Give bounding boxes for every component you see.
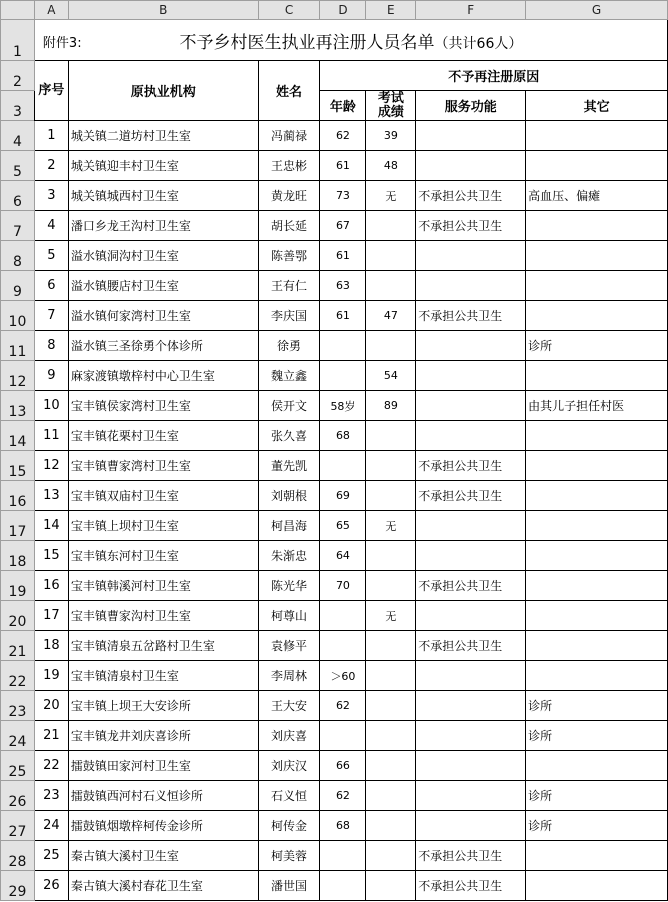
institution-cell[interactable]: 宝丰镇上坝村卫生室 [68,511,258,541]
seq-cell[interactable]: 2 [34,151,68,181]
seq-cell[interactable]: 26 [34,871,68,901]
column-header-g[interactable]: G [526,1,668,20]
other-cell[interactable]: 诊所 [526,691,668,721]
row-header[interactable]: 21 [1,631,35,661]
row-header[interactable]: 9 [1,271,35,301]
service-cell[interactable] [416,421,526,451]
seq-cell[interactable]: 5 [34,241,68,271]
service-cell[interactable] [416,751,526,781]
exam-cell[interactable] [366,811,416,841]
other-cell[interactable] [526,571,668,601]
exam-cell[interactable] [366,631,416,661]
row-header[interactable]: 17 [1,511,35,541]
other-cell[interactable] [526,151,668,181]
row-header[interactable]: 3 [1,91,35,121]
institution-cell[interactable]: 潘口乡龙王沟村卫生室 [68,211,258,241]
institution-cell[interactable]: 溢水镇洞沟村卫生室 [68,241,258,271]
seq-cell[interactable]: 19 [34,661,68,691]
row-header[interactable]: 26 [1,781,35,811]
service-cell[interactable] [416,691,526,721]
institution-cell[interactable]: 宝丰镇曹家湾村卫生室 [68,451,258,481]
institution-cell[interactable]: 秦古镇大溪村卫生室 [68,841,258,871]
row-header[interactable]: 13 [1,391,35,421]
institution-cell[interactable]: 宝丰镇曹家沟村卫生室 [68,601,258,631]
seq-cell[interactable]: 20 [34,691,68,721]
institution-cell[interactable]: 宝丰镇花栗村卫生室 [68,421,258,451]
table-row [1,661,668,691]
age-cell[interactable] [320,871,366,901]
service-cell[interactable] [416,721,526,751]
table-row [1,211,668,241]
age-cell[interactable]: 69 [320,481,366,511]
age-cell[interactable]: 63 [320,271,366,301]
institution-cell[interactable]: 城关镇城西村卫生室 [68,181,258,211]
seq-cell[interactable]: 9 [34,361,68,391]
service-cell[interactable]: 不承担公共卫生 [416,631,526,661]
seq-cell[interactable]: 15 [34,541,68,571]
other-cell[interactable] [526,481,668,511]
institution-cell[interactable]: 宝丰镇侯家湾村卫生室 [68,391,258,421]
exam-cell[interactable]: 54 [366,361,416,391]
row-header[interactable]: 18 [1,541,35,571]
table-row [1,841,668,871]
other-cell[interactable] [526,661,668,691]
seq-cell[interactable]: 24 [34,811,68,841]
row-header[interactable]: 1 [1,20,35,61]
other-cell[interactable] [526,511,668,541]
table-row [1,631,668,661]
name-cell[interactable]: 王忠彬 [258,151,320,181]
age-cell[interactable]: 70 [320,571,366,601]
select-all-corner[interactable] [1,1,35,20]
table-row [1,811,668,841]
service-cell[interactable] [416,781,526,811]
other-cell[interactable] [526,601,668,631]
row-header[interactable]: 28 [1,841,35,871]
table-row [1,871,668,901]
age-cell[interactable]: ＞60 [320,661,366,691]
institution-cell[interactable]: 溢水镇三圣徐勇个体诊所 [68,331,258,361]
seq-cell[interactable]: 8 [34,331,68,361]
service-cell[interactable]: 不承担公共卫生 [416,481,526,511]
age-cell[interactable] [320,451,366,481]
exam-cell[interactable] [366,271,416,301]
name-cell[interactable]: 胡长延 [258,211,320,241]
title-cell[interactable] [34,20,667,61]
service-cell[interactable] [416,391,526,421]
name-cell[interactable]: 徐勇 [258,331,320,361]
institution-cell[interactable]: 擂鼓镇田家河村卫生室 [68,751,258,781]
institution-cell[interactable]: 溢水镇腰店村卫生室 [68,271,258,301]
header-seq[interactable]: 序号 [34,61,68,121]
seq-cell[interactable]: 7 [34,301,68,331]
age-cell[interactable]: 61 [320,241,366,271]
other-cell[interactable] [526,871,668,901]
exam-cell[interactable] [366,841,416,871]
other-cell[interactable] [526,451,668,481]
age-cell[interactable]: 62 [320,781,366,811]
exam-cell[interactable] [366,871,416,901]
institution-cell[interactable]: 擂鼓镇烟墩梓柯传金诊所 [68,811,258,841]
exam-cell[interactable] [366,541,416,571]
header-other[interactable]: 其它 [526,91,668,121]
institution-cell[interactable]: 宝丰镇双庙村卫生室 [68,481,258,511]
seq-cell[interactable]: 23 [34,781,68,811]
table-row [1,331,668,361]
seq-cell[interactable]: 18 [34,631,68,661]
name-cell[interactable]: 王有仁 [258,271,320,301]
age-cell[interactable] [320,331,366,361]
column-header-row [1,1,668,20]
age-cell[interactable]: 66 [320,751,366,781]
table-row [1,691,668,721]
other-cell[interactable]: 诊所 [526,781,668,811]
name-cell[interactable]: 张久喜 [258,421,320,451]
table-row [1,511,668,541]
row-header[interactable]: 12 [1,361,35,391]
row-header[interactable]: 11 [1,331,35,361]
service-cell[interactable]: 不承担公共卫生 [416,841,526,871]
name-cell[interactable]: 袁修平 [258,631,320,661]
header-service[interactable]: 服务功能 [416,91,526,121]
institution-cell[interactable]: 城关镇二道坊村卫生室 [68,121,258,151]
age-cell[interactable]: 68 [320,811,366,841]
name-cell[interactable]: 潘世国 [258,871,320,901]
service-cell[interactable]: 不承担公共卫生 [416,211,526,241]
other-cell[interactable]: 高血压、偏瘫 [526,181,668,211]
exam-cell[interactable] [366,781,416,811]
row-header[interactable]: 2 [1,61,35,91]
service-cell[interactable] [416,121,526,151]
institution-cell[interactable]: 麻家渡镇墩梓村中心卫生室 [68,361,258,391]
exam-cell[interactable] [366,211,416,241]
seq-cell[interactable]: 6 [34,271,68,301]
institution-cell[interactable]: 城关镇迎丰村卫生室 [68,151,258,181]
exam-cell[interactable] [366,481,416,511]
table-row [1,391,668,421]
exam-cell[interactable]: 无 [366,181,416,211]
column-header-d[interactable]: D [320,1,366,20]
age-cell[interactable] [320,631,366,661]
exam-cell[interactable]: 39 [366,121,416,151]
row-header[interactable]: 27 [1,811,35,841]
row-header[interactable]: 19 [1,571,35,601]
other-cell[interactable] [526,421,668,451]
other-cell[interactable] [526,541,668,571]
table-row [1,271,668,301]
service-cell[interactable] [416,601,526,631]
service-cell[interactable] [416,661,526,691]
name-cell[interactable]: 魏立鑫 [258,361,320,391]
row-header[interactable]: 14 [1,421,35,451]
seq-cell[interactable]: 25 [34,841,68,871]
name-cell[interactable]: 董先凯 [258,451,320,481]
name-cell[interactable]: 朱渐忠 [258,541,320,571]
age-cell[interactable]: 65 [320,511,366,541]
row-header[interactable]: 5 [1,151,35,181]
exam-cell[interactable] [366,451,416,481]
row-header[interactable]: 20 [1,601,35,631]
table-row [1,751,668,781]
service-cell[interactable]: 不承担公共卫生 [416,181,526,211]
exam-cell[interactable] [366,421,416,451]
service-cell[interactable] [416,241,526,271]
service-cell[interactable] [416,511,526,541]
name-cell[interactable]: 黄龙旺 [258,181,320,211]
column-header-b[interactable]: B [68,1,258,20]
row-header[interactable]: 25 [1,751,35,781]
exam-cell[interactable] [366,721,416,751]
row-header[interactable]: 6 [1,181,35,211]
seq-cell[interactable]: 21 [34,721,68,751]
row-header[interactable]: 7 [1,211,35,241]
name-cell[interactable]: 刘庆汉 [258,751,320,781]
exam-cell[interactable]: 89 [366,391,416,421]
age-cell[interactable]: 61 [320,151,366,181]
seq-cell[interactable]: 16 [34,571,68,601]
table-row [1,301,668,331]
institution-cell[interactable]: 宝丰镇韩溪河村卫生室 [68,571,258,601]
exam-cell[interactable]: 无 [366,511,416,541]
data-rows [1,121,668,901]
row-header[interactable]: 16 [1,481,35,511]
seq-cell[interactable]: 10 [34,391,68,421]
name-cell[interactable]: 柯传金 [258,811,320,841]
other-cell[interactable]: 诊所 [526,721,668,751]
column-header-a[interactable]: A [34,1,68,20]
row-header[interactable]: 8 [1,241,35,271]
age-cell[interactable]: 67 [320,211,366,241]
age-cell[interactable] [320,841,366,871]
age-cell[interactable]: 61 [320,301,366,331]
header-name[interactable]: 姓名 [258,61,320,121]
service-cell[interactable] [416,151,526,181]
row-header[interactable]: 15 [1,451,35,481]
name-cell[interactable]: 李庆国 [258,301,320,331]
other-cell[interactable] [526,841,668,871]
age-cell[interactable]: 62 [320,691,366,721]
seq-cell[interactable]: 13 [34,481,68,511]
row-header[interactable]: 24 [1,721,35,751]
name-cell[interactable]: 冯蔺禄 [258,121,320,151]
other-cell[interactable] [526,211,668,241]
age-cell[interactable] [320,361,366,391]
exam-cell[interactable] [366,751,416,781]
column-header-c[interactable]: C [258,1,320,20]
institution-cell[interactable]: 宝丰镇清泉村卫生室 [68,661,258,691]
table-row [1,121,668,151]
institution-cell[interactable]: 溢水镇何家湾村卫生室 [68,301,258,331]
service-cell[interactable]: 不承担公共卫生 [416,571,526,601]
table-row [1,361,668,391]
institution-cell[interactable]: 宝丰镇清泉五岔路村卫生室 [68,631,258,661]
age-cell[interactable] [320,721,366,751]
exam-cell[interactable] [366,571,416,601]
name-cell[interactable]: 刘朝根 [258,481,320,511]
exam-cell[interactable]: 47 [366,301,416,331]
exam-cell[interactable] [366,661,416,691]
table-row [1,181,668,211]
service-cell[interactable] [416,331,526,361]
other-cell[interactable] [526,271,668,301]
exam-cell[interactable] [366,331,416,361]
age-cell[interactable] [320,601,366,631]
header-institution[interactable]: 原执业机构 [68,61,258,121]
service-cell[interactable] [416,811,526,841]
name-cell[interactable]: 陈光华 [258,571,320,601]
age-cell[interactable]: 64 [320,541,366,571]
institution-cell[interactable]: 宝丰镇上坝王大安诊所 [68,691,258,721]
column-header-e[interactable]: E [366,1,416,20]
institution-cell[interactable]: 宝丰镇龙井刘庆喜诊所 [68,721,258,751]
other-cell[interactable] [526,631,668,661]
seq-cell[interactable]: 22 [34,751,68,781]
column-header-f[interactable]: F [416,1,526,20]
other-cell[interactable]: 诊所 [526,331,668,361]
age-cell[interactable]: 58岁 [320,391,366,421]
name-cell[interactable]: 刘庆喜 [258,721,320,751]
name-cell[interactable]: 李周林 [258,661,320,691]
row-header[interactable]: 29 [1,871,35,901]
institution-cell[interactable]: 擂鼓镇西河村石义恒诊所 [68,781,258,811]
table-row [1,721,668,751]
other-cell[interactable] [526,241,668,271]
seq-cell[interactable]: 14 [34,511,68,541]
service-cell[interactable]: 不承担公共卫生 [416,871,526,901]
table-row [1,541,668,571]
seq-cell[interactable]: 17 [34,601,68,631]
name-cell[interactable]: 石义恒 [258,781,320,811]
row-header[interactable]: 23 [1,691,35,721]
service-cell[interactable] [416,361,526,391]
table-row [1,151,668,181]
other-cell[interactable] [526,301,668,331]
name-cell[interactable]: 柯昌海 [258,511,320,541]
service-cell[interactable]: 不承担公共卫生 [416,301,526,331]
table-row [1,601,668,631]
other-cell[interactable]: 由其儿子担任村医 [526,391,668,421]
seq-cell[interactable]: 4 [34,211,68,241]
header-exam[interactable]: 考试成绩 [366,91,416,121]
table-row [1,451,668,481]
service-cell[interactable]: 不承担公共卫生 [416,451,526,481]
other-cell[interactable] [526,361,668,391]
seq-cell[interactable]: 1 [34,121,68,151]
seq-cell[interactable]: 3 [34,181,68,211]
table-row [1,571,668,601]
attachment-label: 附件3: [42,36,82,51]
exam-cell[interactable]: 无 [366,601,416,631]
table-row [1,241,668,271]
seq-cell[interactable]: 11 [34,421,68,451]
service-cell[interactable] [416,541,526,571]
row-header[interactable]: 4 [1,121,35,151]
institution-cell[interactable]: 秦古镇大溪村春花卫生室 [68,871,258,901]
header-reason-group[interactable]: 不予再注册原因 [320,61,668,91]
exam-cell[interactable] [366,691,416,721]
other-cell[interactable]: 诊所 [526,811,668,841]
table-row [1,781,668,811]
row-header[interactable]: 22 [1,661,35,691]
age-cell[interactable]: 62 [320,121,366,151]
name-cell[interactable]: 王大安 [258,691,320,721]
table-row [1,481,668,511]
age-cell[interactable]: 68 [320,421,366,451]
institution-cell[interactable]: 宝丰镇东河村卫生室 [68,541,258,571]
age-cell[interactable]: 73 [320,181,366,211]
name-cell[interactable]: 柯美蓉 [258,841,320,871]
sheet-title: 不予乡村医生执业再注册人员名单 [179,32,435,53]
exam-cell[interactable]: 48 [366,151,416,181]
seq-cell[interactable]: 12 [34,451,68,481]
service-cell[interactable] [416,271,526,301]
exam-cell[interactable] [366,241,416,271]
name-cell[interactable]: 侯开文 [258,391,320,421]
table-row [1,421,668,451]
header-age[interactable]: 年龄 [320,91,366,121]
other-cell[interactable] [526,751,668,781]
name-cell[interactable]: 陈善鄂 [258,241,320,271]
name-cell[interactable]: 柯尊山 [258,601,320,631]
row-header[interactable]: 10 [1,301,35,331]
other-cell[interactable] [526,121,668,151]
sheet-title-note: （共计66人） [434,35,523,52]
